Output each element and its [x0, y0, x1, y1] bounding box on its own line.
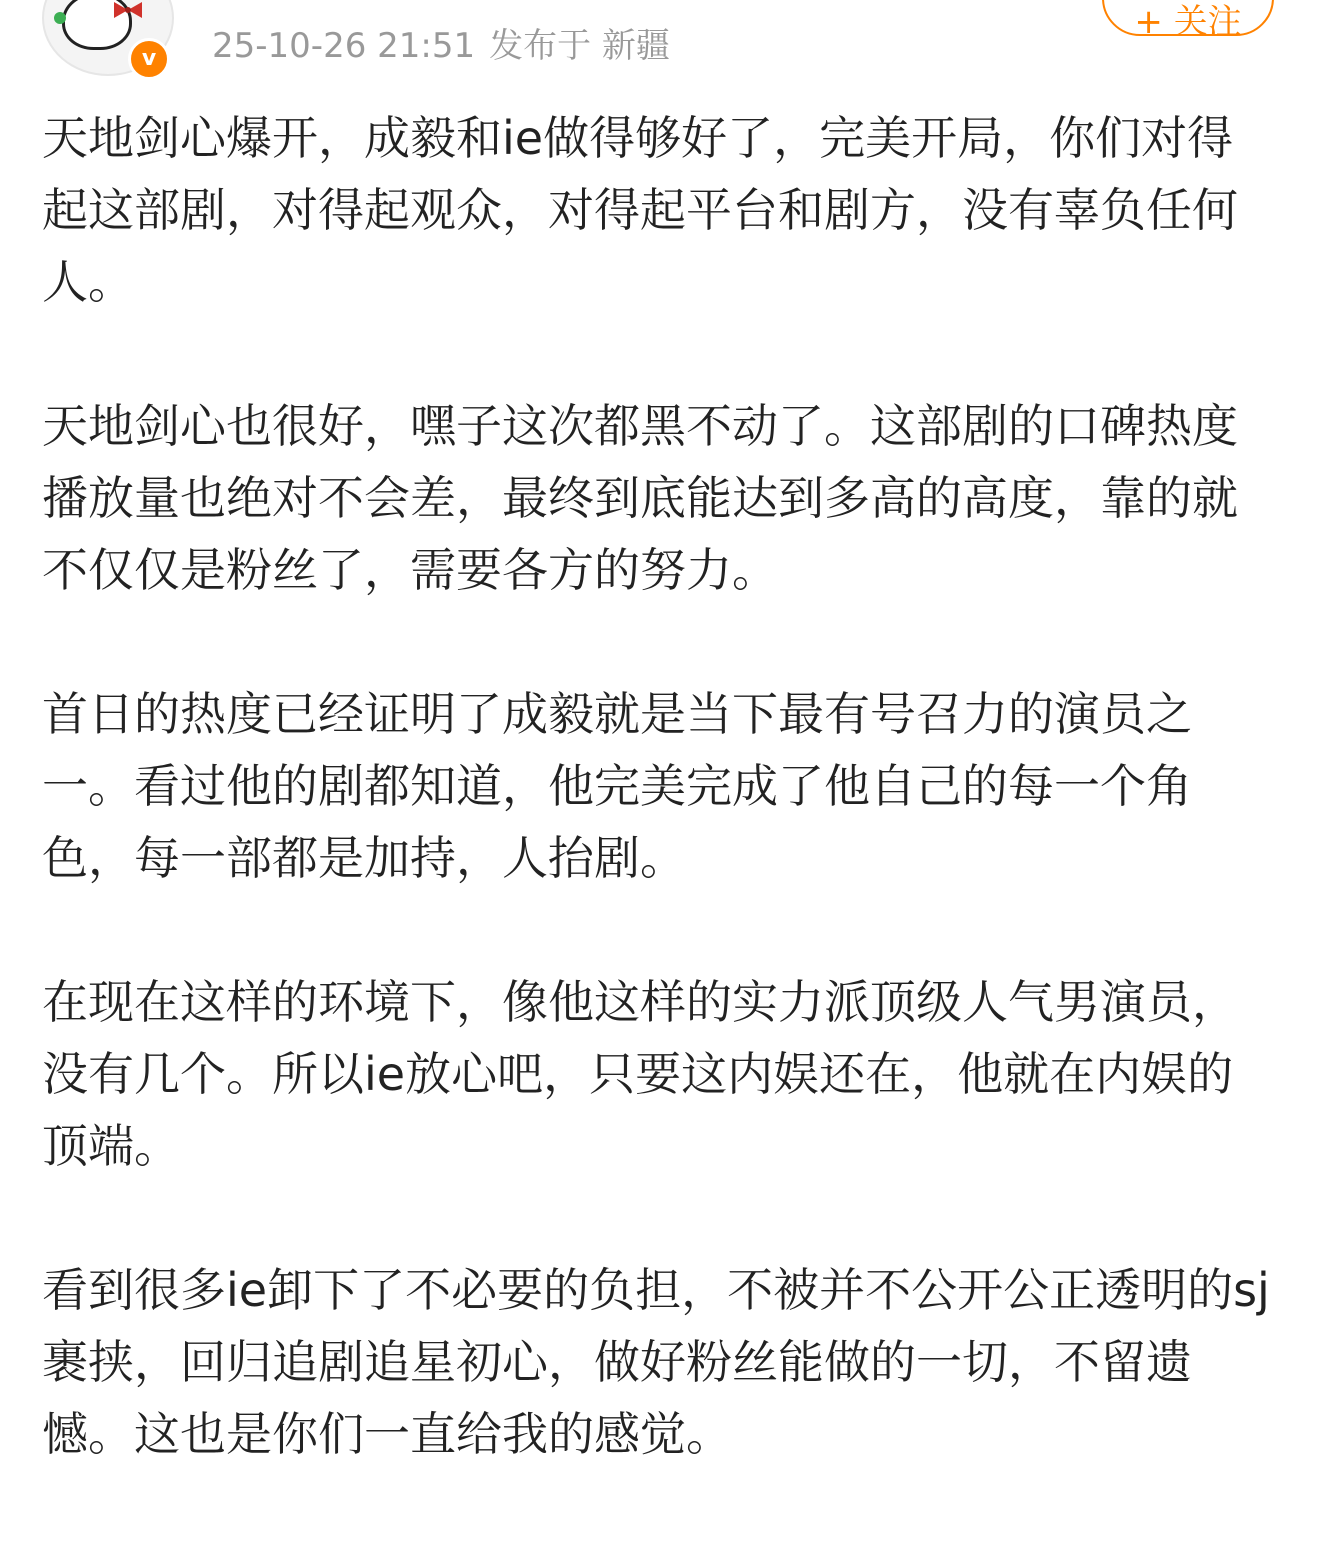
- post-timestamp: 25-10-26 21:51: [212, 26, 476, 66]
- post-paragraph: 看到很多ie卸下了不必要的负担，不被并不公开公正透明的sj裹挟，回归追剧追星初心，做好粉丝能做的一切，不留遗憾。这也是你们一直给我的感觉。: [42, 1263, 1270, 1461]
- post-paragraph: 首日的热度已经证明了成毅就是当下最有号召力的演员之一。看过他的剧都知道，他完美完成了他自己的每一个角色，每一部都是加持，人抬剧。: [42, 687, 1192, 885]
- post-location: 发布于 新疆: [489, 26, 670, 66]
- post-paragraph: 天地剑心爆开，成毅和ie做得够好了，完美开局，你们对得起这部剧，对得起观众，对得起平台和剧方，没有辜负任何人。: [42, 111, 1238, 309]
- verified-badge-icon: v: [128, 38, 170, 80]
- follow-button[interactable]: + 关注: [1102, 0, 1274, 36]
- post-content: [42, 102, 1278, 1542]
- post-header: [0, 0, 1320, 90]
- post-paragraph: 天地剑心也很好，嘿子这次都黑不动了。这部剧的口碑热度播放量也绝对不会差，最终到底能达到多高的高度，靠的就不仅仅是粉丝了，需要各方的努力。: [42, 399, 1238, 597]
- bow-tie-icon: [114, 2, 142, 18]
- post-paragraph: 在现在这样的环境下，像他这样的实力派顶级人气男演员，没有几个。所以ie放心吧，只要这内娱还在，他就在内娱的顶端。: [42, 975, 1238, 1173]
- post-meta: [212, 24, 684, 68]
- clover-icon: [54, 12, 66, 24]
